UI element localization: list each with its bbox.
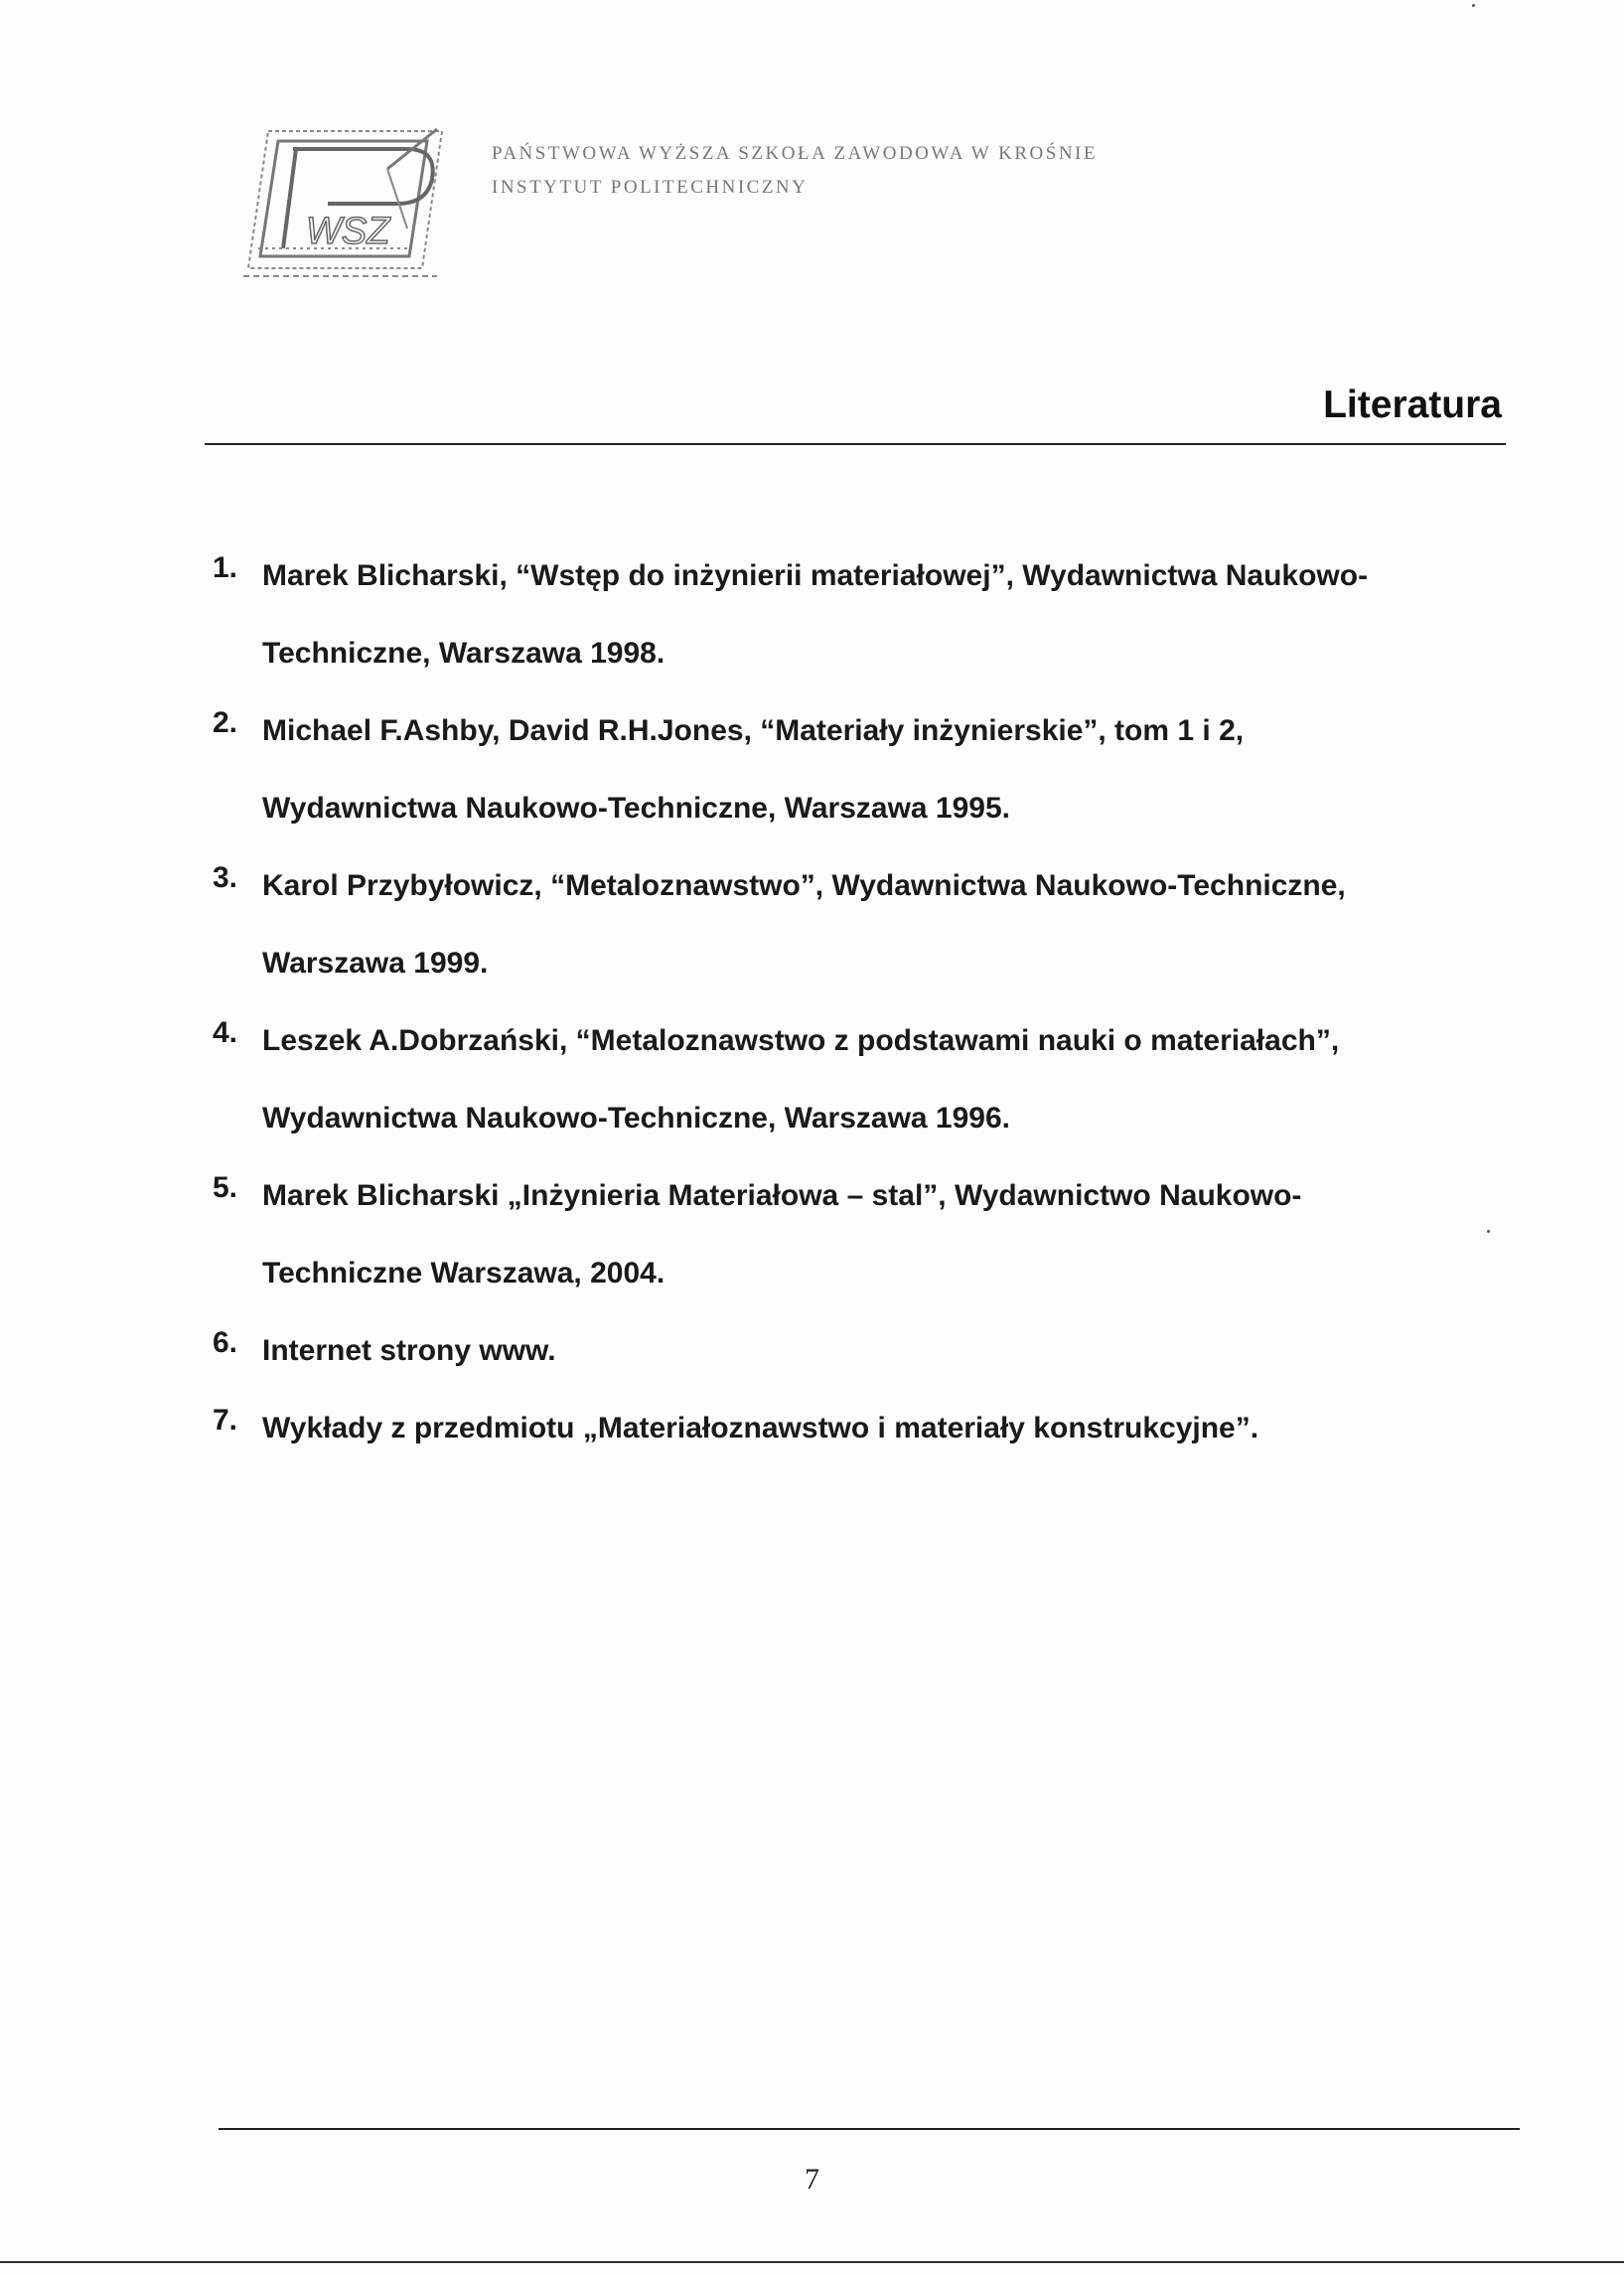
institute-name: INSTYTUT POLITECHNICZNY [492,177,809,198]
reference-number: 7. [213,1404,238,1437]
reference-number: 3. [213,861,238,894]
reference-item [213,861,1544,1016]
reference-item [213,1326,1544,1404]
reference-text-line: Wydawnictwa Naukowo-Techniczne, Warszawa 1995. [262,792,1011,825]
footer-divider [219,2128,1520,2130]
reference-text-line: Marek Blicharski, “Wstęp do inżynierii materiałowej”, Wydawnictwa Naukowo- [262,559,1369,592]
reference-item [213,1016,1544,1171]
reference-text-line: Karol Przybyłowicz, “Metaloznawstwo”, Wydawnictwa Naukowo-Techniczne, [262,869,1346,902]
logo-text: WSZ [306,211,390,252]
reference-list [213,551,1544,1481]
institution-name: PAŃSTWOWA WYŻSZA SZKOŁA ZAWODOWA W KROŚNIE [492,143,1098,164]
title-divider [205,443,1506,445]
pwsz-logo [238,109,452,283]
reference-text-line: Techniczne Warszawa, 2004. [262,1257,665,1290]
scan-speck [1487,1230,1490,1233]
scan-speck [1472,4,1475,7]
page-number: 7 [805,2163,819,2196]
reference-text-line: Wykłady z przedmiotu „Materiałoznawstwo i materiały konstrukcyjne”. [262,1412,1259,1444]
reference-item [213,551,1544,706]
reference-text-line: Leszek A.Dobrzański, “Metaloznawstwo z podstawami nauki o materiałach”, [262,1024,1340,1057]
reference-number: 4. [213,1016,238,1049]
reference-text-line: Techniczne, Warszawa 1998. [262,637,665,670]
reference-text-line: Marek Blicharski „Inżynieria Materiałowa – stal”, Wydawnictwo Naukowo- [262,1179,1302,1212]
reference-text-line: Wydawnictwa Naukowo-Techniczne, Warszawa 1996. [262,1102,1011,1135]
page-title: Literatura [1323,383,1502,426]
reference-item [213,1171,1544,1326]
institution-header [492,137,1098,205]
scan-edge [0,2261,1624,2263]
reference-number: 5. [213,1171,238,1204]
reference-text-line: Internet strony www. [262,1334,556,1367]
reference-text-line: Michael F.Ashby, David R.H.Jones, “Materiały inżynierskie”, tom 1 i 2, [262,714,1245,747]
reference-number: 1. [213,551,238,584]
reference-number: 2. [213,706,238,739]
reference-item [213,706,1544,861]
reference-number: 6. [213,1326,238,1359]
reference-item [213,1404,1544,1481]
reference-text-line: Warszawa 1999. [262,947,489,980]
